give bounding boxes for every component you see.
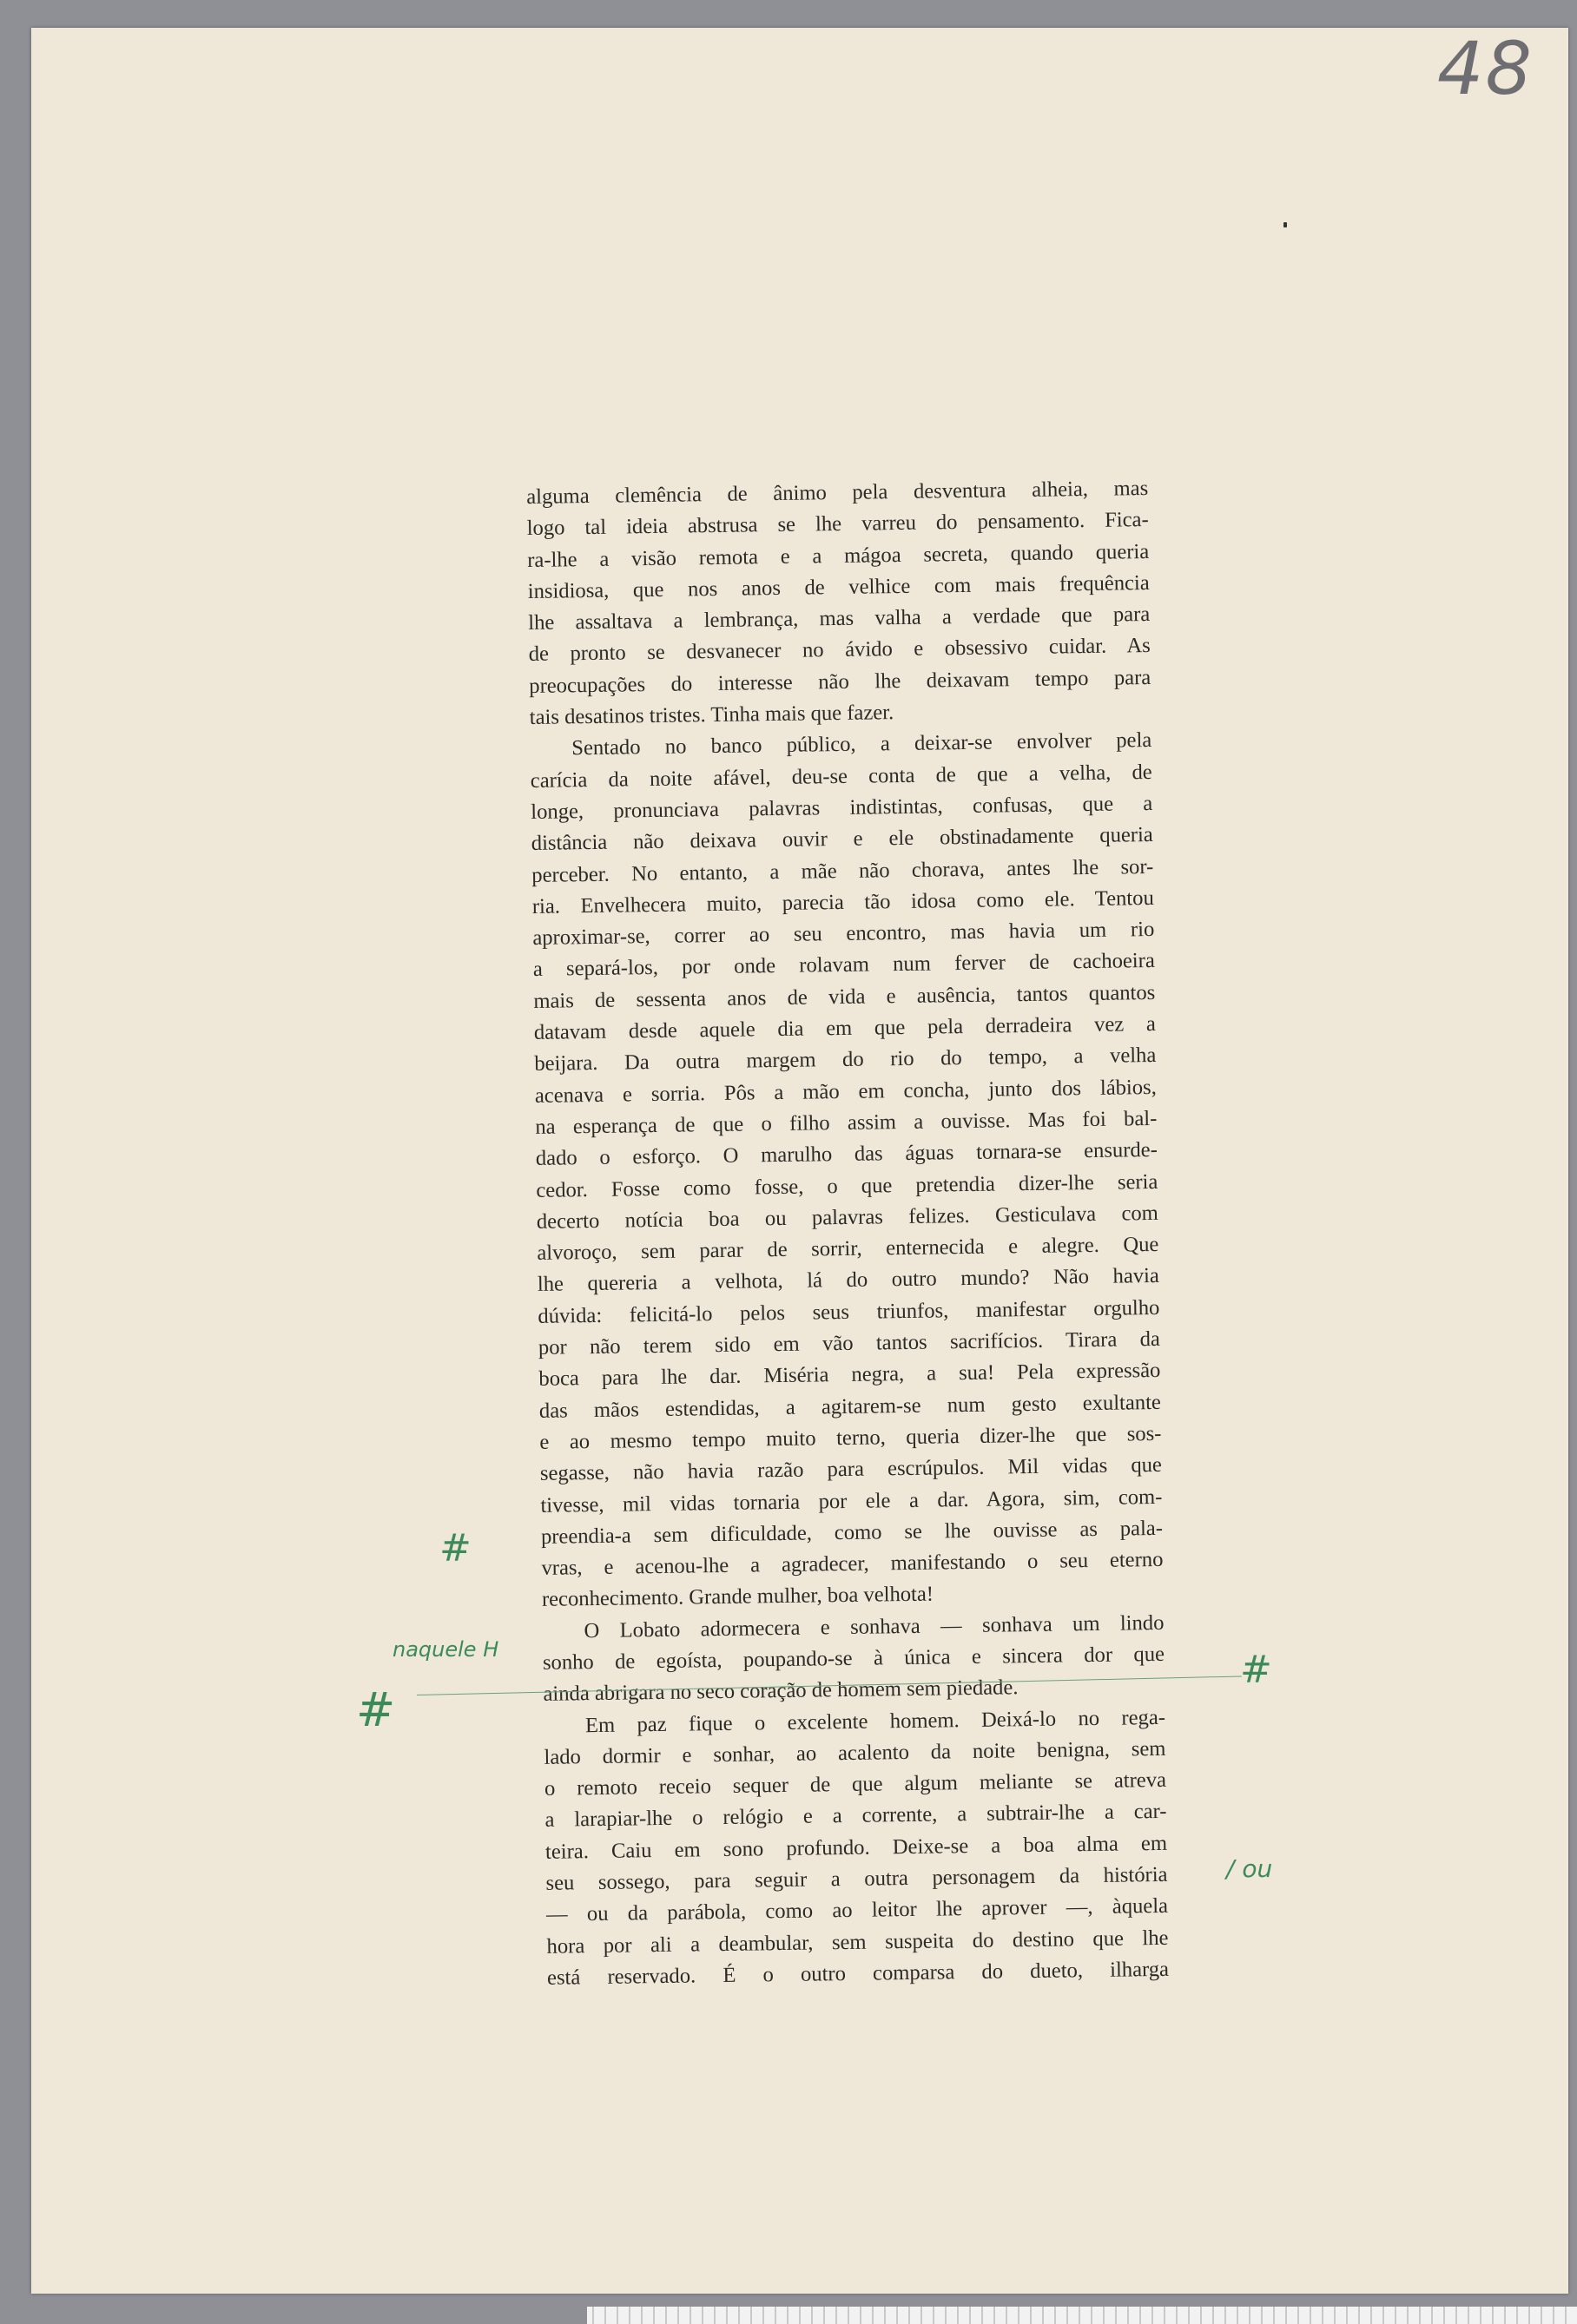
text-line: por não terem sido em vão tantos sacrifícios. Tirara da — [538, 1327, 1161, 1360]
text-line: logo tal ideia abstrusa se lhe varreu do pensamento. Fica- — [526, 508, 1149, 541]
text-line: Em paz fique o excelente homem. Deixá-lo no rega- — [584, 1705, 1166, 1737]
text-line: insidiosa, que nos anos de velhice com mais frequência — [527, 570, 1150, 603]
text-line: mais de sessenta anos de vida e ausência, tantos quantos — [533, 980, 1156, 1013]
text-line: Sentado no banco público, a deixar-se envolver pela — [571, 728, 1152, 760]
text-line: cedor. Fosse como fosse, o que pretendia dizer-lhe seria — [536, 1169, 1158, 1202]
text-line: datavam desde aquele dia em que pela derradeira vez a — [533, 1011, 1156, 1044]
text-line: ria. Envelhecera muito, parecia tão idosa como ele. Tentou — [531, 885, 1154, 918]
text-line: preocupações do interesse não lhe deixavam tempo para — [529, 665, 1151, 698]
body-text — [526, 473, 1169, 1994]
ink-dot — [1283, 222, 1287, 227]
text-line: dado o esforço. O marulho das águas tornara-se ensurde- — [535, 1138, 1158, 1171]
text-line: sonho de egoísta, poupando-se à única e sincera dor que — [542, 1642, 1165, 1675]
text-line: ra-lhe a visão remota e a mágoa secreta, quando queria — [527, 539, 1150, 572]
text-line: O Lobato adormecera e sonhava — sonhava um lindo — [584, 1610, 1165, 1643]
proof-mark-hash: # — [356, 1682, 396, 1737]
text-line: perceber. No entanto, a mãe não chorava, antes lhe sor- — [531, 854, 1154, 887]
proof-note-naquele: naquele H — [393, 1637, 499, 1662]
text-line: acenava e sorria. Pôs a mão em concha, junto dos lábios, — [534, 1075, 1157, 1108]
text-line: vras, e acenou-lhe a agradecer, manifestando o seu eterno — [541, 1547, 1164, 1580]
text-line: alvoroço, sem parar de sorrir, enternecida e alegre. Que — [537, 1233, 1159, 1266]
text-line: — ou da parábola, como ao leitor lhe aprover —, àquela — [545, 1894, 1169, 1927]
text-line: preendia-a sem dificuldade, como se lhe ouvisse as pala- — [540, 1516, 1164, 1549]
text-line: reconhecimento. Grande mulher, boa velhota! — [541, 1582, 934, 1612]
text-line: teira. Caiu em sono profundo. Deixe-se a boa alma em — [544, 1831, 1168, 1864]
text-line: alguma clemência de ânimo pela desventura alheia, mas — [526, 477, 1149, 509]
scan-calibration-strip — [587, 2307, 1577, 2324]
text-line: carícia da noite afável, deu-se conta de que a velha, de — [530, 760, 1152, 793]
text-line: longe, pronunciava palavras indistintas, confusas, que a — [531, 791, 1153, 824]
text-line: ainda abrigara no seco coração de homem sem piedade. — [543, 1676, 1019, 1707]
text-line: seu sossego, para seguir a outra personagem da história — [545, 1862, 1168, 1895]
text-line: lhe quereria a velhota, lá do outro mundo? Não havia — [537, 1264, 1160, 1297]
text-line: boca para lhe dar. Miséria negra, a sua! Pela expressão — [538, 1359, 1161, 1392]
text-line: tais desatinos tristes. Tinha mais que fazer. — [529, 701, 894, 730]
text-line: lado dormir e sonhar, ao acalento da noite benigna, sem — [544, 1736, 1166, 1769]
text-line: o remoto receio sequer de que algum meliante se atreva — [544, 1768, 1167, 1801]
text-line: está reservado. É o outro comparsa do dueto, ilharga — [546, 1957, 1170, 1990]
proof-mark-hash: # — [439, 1526, 472, 1570]
text-line: hora por ali a deambular, sem suspeita do destino que lhe — [546, 1926, 1169, 1959]
text-line: a separá-los, por onde rolavam num ferver de cachoeira — [532, 949, 1155, 982]
text-line: segasse, não havia razão para escrúpulos. Mil vidas que — [539, 1453, 1163, 1486]
text-line: lhe assaltava a lembrança, mas valha a verdade que para — [528, 602, 1151, 635]
text-line: decerto notícia boa ou palavras felizes. Gesticulava com — [536, 1201, 1159, 1234]
text-line: das mãos estendidas, a agitarem-se num gesto exultante — [538, 1390, 1162, 1423]
proof-note-ou: / ou — [1226, 1854, 1273, 1883]
text-line: dúvida: felicitá-lo pelos seus triunfos, manifestar orgulho — [538, 1295, 1160, 1328]
text-line: tivesse, mil vidas tornaria por ele a dar. Agora, sim, com- — [540, 1485, 1163, 1518]
proof-mark-hash: # — [1240, 1648, 1272, 1692]
text-line: na esperança de que o filho assim a ouvisse. Mas foi bal- — [535, 1106, 1158, 1139]
text-line: a larapiar-lhe o relógio e a corrente, a subtrair-lhe a car- — [544, 1800, 1167, 1833]
text-line: aproximar-se, correr ao seu encontro, mas havia um rio — [532, 918, 1155, 951]
page-number: 48 — [1437, 26, 1534, 111]
text-line: de pronto se desvanecer no ávido e obsessivo cuidar. As — [528, 634, 1151, 667]
text-line: e ao mesmo tempo muito terno, queria dizer-lhe que sos- — [539, 1421, 1162, 1454]
text-line: beijara. Da outra margem do rio do tempo, a velha — [534, 1043, 1157, 1076]
text-line: distância não deixava ouvir e ele obstinadamente queria — [531, 823, 1153, 856]
